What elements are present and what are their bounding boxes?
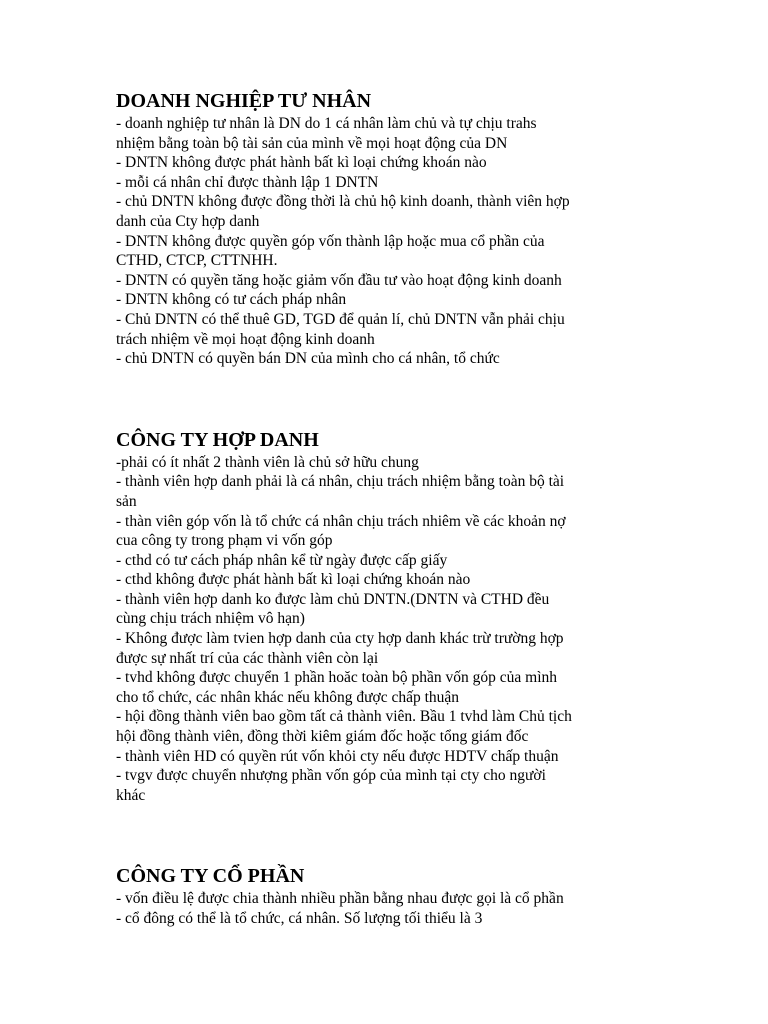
section-heading: DOANH NGHIỆP TƯ NHÂN: [116, 90, 372, 112]
text-line: - chủ DNTN không được đồng thời là chủ hộ kinh doanh, thành viên hợp: [116, 193, 570, 211]
text-line: trách nhiệm về mọi hoạt động kinh doanh: [116, 330, 375, 348]
text-line: nhiệm bằng toàn bộ tài sản của mình về mọi hoạt động của DN: [116, 134, 508, 152]
text-line: được sự nhất trí của các thành viên còn lại: [116, 649, 379, 667]
text-line: - cổ đông có thể là tổ chức, cá nhân. Số lượng tối thiểu là 3: [116, 910, 483, 927]
text-line: cua công ty trong phạm vi vốn góp: [116, 532, 333, 550]
document-page: [116, 88, 656, 929]
text-line: - thành viên hợp danh phải là cá nhân, chịu trách nhiệm bằng toàn bộ tài: [116, 473, 565, 491]
section-heading: CÔNG TY CỔ PHẦN: [116, 865, 305, 888]
text-line: - thành viên hợp danh ko được làm chủ DNTN.(DNTN và CTHD đều: [116, 590, 550, 608]
text-line: cùng chịu trách nhiệm vô hạn): [116, 610, 305, 628]
section-heading: CÔNG TY HỢP DANH: [116, 428, 319, 451]
text-line: cho tổ chức, các nhân khác nếu không được chấp thuận: [116, 688, 460, 706]
text-line: - Không được làm tvien hợp danh của cty hợp danh khác trừ trường hợp: [116, 630, 564, 648]
text-line: - thàn viên góp vốn là tổ chức cá nhân chịu trách nhiêm về các khoản nợ: [116, 512, 566, 530]
text-line: - vốn điều lệ được chia thành nhiều phần bằng nhau được gọi là cổ phần: [116, 890, 564, 908]
section-cong-ty-co-phan: [116, 863, 656, 928]
text-line: danh của Cty hợp danh: [116, 212, 260, 230]
text-line: sản: [116, 492, 137, 510]
text-line: hội đồng thành viên, đồng thời kiêm giám đốc hoặc tổng giám đốc: [116, 728, 529, 746]
text-line: - hội đồng thành viên bao gồm tất cả thành viên. Bầu 1 tvhd làm Chủ tịch: [116, 708, 572, 726]
text-line: - thành viên HD có quyền rút vốn khỏi cty nếu được HDTV chấp thuận: [116, 747, 559, 765]
text-line: CTHD, CTCP, CTTNHH.: [116, 252, 278, 270]
text-line: - cthd không được phát hành bất kì loại chứng khoán nào: [116, 571, 471, 589]
section-cong-ty-hop-danh: [116, 427, 656, 806]
text-line: - chủ DNTN có quyền bán DN của mình cho cá nhân, tổ chức: [116, 350, 500, 368]
text-line: - cthd có tư cách pháp nhân kể từ ngày được cấp giấy: [116, 551, 448, 569]
text-line: - DNTN có quyền tăng hoặc giảm vốn đầu tư vào hoạt động kinh doanh: [116, 271, 562, 289]
text-line: - doanh nghiệp tư nhân là DN do 1 cá nhân làm chủ và tự chịu trahs: [116, 115, 537, 132]
text-line: -phải có ít nhất 2 thành viên là chủ sở hữu chung: [116, 453, 419, 471]
text-line: khác: [116, 786, 146, 804]
section-doanh-nghiep-tu-nhan: [116, 88, 656, 369]
text-line: - DNTN không được quyền góp vốn thành lập hoặc mua cổ phần của: [116, 232, 545, 250]
text-line: - Chủ DNTN có thể thuê GD, TGD để quản lí, chủ DNTN vẫn phải chịu: [116, 310, 565, 328]
text-line: - tvhd không được chuyển 1 phần hoăc toàn bộ phần vốn góp của mình: [116, 669, 558, 687]
text-line: - mỗi cá nhân chỉ được thành lập 1 DNTN: [116, 173, 379, 191]
text-line: - DNTN không được phát hành bất kì loại chứng khoán nào: [116, 154, 487, 172]
text-line: - tvgv được chuyển nhượng phần vốn góp của mình tại cty cho người: [116, 767, 546, 785]
text-line: - DNTN không có tư cách pháp nhân: [116, 291, 347, 309]
